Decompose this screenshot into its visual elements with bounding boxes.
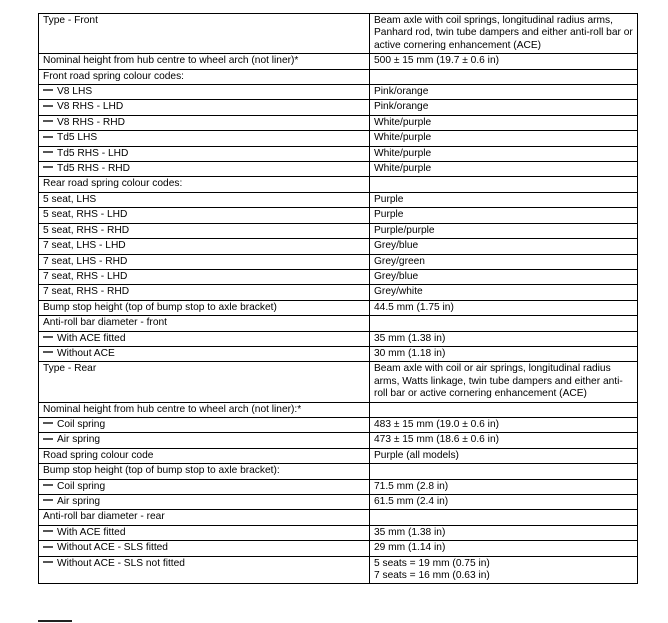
table-row [39,510,638,525]
table-row [39,433,638,448]
table-row [39,331,638,346]
parameter-cell [39,300,370,315]
parameter-label: With ACE fitted [57,526,126,538]
table-row [39,448,638,463]
table-row [39,479,638,494]
list-dash-icon [43,499,53,501]
parameter-cell [39,331,370,346]
table-row [39,541,638,556]
value-cell: Purple [370,192,638,207]
parameter-cell [39,115,370,130]
parameter-label: Bump stop height (top of bump stop to axle bracket): [43,465,280,477]
table-row [39,192,638,207]
table-row [39,162,638,177]
parameter-cell [39,556,370,584]
table-row [39,285,638,300]
list-dash-icon [43,151,53,153]
parameter-label: 5 seat, RHS - RHD [43,224,130,236]
value-cell: 30 mm (1.18 in) [370,346,638,361]
parameter-label: Coil spring [57,418,106,430]
table-row [39,146,638,161]
parameter-label: 7 seat, RHS - LHD [43,270,128,282]
parameter-cell [39,448,370,463]
table-row [39,239,638,254]
value-cell: 35 mm (1.38 in) [370,331,638,346]
parameter-label: Front road spring colour codes: [43,70,184,82]
parameter-label: Nominal height from hub centre to wheel arch (not liner)* [43,55,299,67]
value-cell: 500 ± 15 mm (19.7 ± 0.6 in) [370,54,638,69]
table-row [39,402,638,417]
table-row [39,316,638,331]
parameter-label: 7 seat, LHS - RHD [43,255,128,267]
parameter-cell [39,192,370,207]
parameter-label: Td5 RHS - RHD [57,163,131,175]
value-cell [370,316,638,331]
value-cell: Grey/blue [370,269,638,284]
parameter-cell [39,177,370,192]
list-dash-icon [43,336,53,338]
table-row [39,177,638,192]
parameter-label: Air spring [57,434,101,446]
parameter-cell [39,525,370,540]
value-cell: Pink/orange [370,100,638,115]
spec-table-body [39,14,638,584]
parameter-label: Type - Front [43,15,98,26]
value-cell: Purple (all models) [370,448,638,463]
list-dash-icon [43,351,53,353]
table-row [39,208,638,223]
parameter-label: Air spring [57,496,101,507]
parameter-label: Anti-roll bar diameter - rear [43,511,165,523]
parameter-label: Nominal height from hub centre to wheel arch (not liner):* [43,403,302,415]
parameter-label: Td5 RHS - LHD [57,147,129,159]
parameter-cell [39,269,370,284]
value-cell: 473 ± 15 mm (18.6 ± 0.6 in) [370,433,638,448]
parameter-label: V8 RHS - LHD [57,101,124,113]
parameter-cell [39,162,370,177]
table-row [39,417,638,432]
value-cell: Grey/blue [370,239,638,254]
list-dash-icon [43,438,53,440]
parameter-label: Anti-roll bar diameter - front [43,317,167,329]
parameter-label: Without ACE - SLS not fitted [57,557,185,569]
parameter-label: With ACE fitted [57,332,126,344]
parameter-cell [39,541,370,556]
value-cell: Grey/green [370,254,638,269]
parameter-label: Bump stop height (top of bump stop to axle bracket) [43,301,277,313]
page-footer-rule [38,620,72,622]
suspension-specification-table [38,13,638,584]
parameter-cell [39,54,370,69]
table-row [39,254,638,269]
parameter-cell [39,433,370,448]
parameter-cell [39,479,370,494]
parameter-cell [39,285,370,300]
parameter-label: 5 seat, RHS - LHD [43,209,128,221]
value-cell: 483 ± 15 mm (19.0 ± 0.6 in) [370,417,638,432]
list-dash-icon [43,166,53,168]
list-dash-icon [43,484,53,486]
parameter-cell [39,510,370,525]
parameter-cell [39,146,370,161]
value-cell: 5 seats = 19 mm (0.75 in) 7 seats = 16 mm (0.63 in) [370,556,638,584]
parameter-label: 5 seat, LHS [43,193,97,205]
table-row [39,525,638,540]
parameter-cell [39,239,370,254]
value-cell: White/purple [370,115,638,130]
parameter-label: 7 seat, RHS - RHD [43,286,130,298]
value-cell [370,402,638,417]
value-cell: Purple/purple [370,223,638,238]
value-cell: Beam axle with coil or air springs, longitudinal radius arms, Watts linkage, twin tube dampers and either anti-roll bar or active cornering enhancement (ACE) [370,362,638,402]
value-cell: 71.5 mm (2.8 in) [370,479,638,494]
table-row [39,223,638,238]
parameter-cell [39,402,370,417]
parameter-label: Td5 LHS [57,132,98,144]
list-dash-icon [43,561,53,563]
value-cell: 61.5 mm (2.4 in) [370,495,638,510]
table-row [39,54,638,69]
value-cell: Grey/white [370,285,638,300]
value-cell: White/purple [370,146,638,161]
value-cell: 29 mm (1.14 in) [370,541,638,556]
table-row [39,362,638,402]
parameter-label: Coil spring [57,480,106,492]
value-cell [370,69,638,84]
parameter-label: Type - Rear [43,363,97,375]
list-dash-icon [43,546,53,548]
parameter-cell [39,254,370,269]
list-dash-icon [43,136,53,138]
parameter-cell [39,316,370,331]
parameter-cell [39,69,370,84]
parameter-cell [39,208,370,223]
value-cell: 35 mm (1.38 in) [370,525,638,540]
parameter-label: Without ACE [57,347,115,359]
table-row [39,100,638,115]
list-dash-icon [43,120,53,122]
parameter-label: 7 seat, LHS - LHD [43,240,126,252]
list-dash-icon [43,89,53,91]
parameter-cell [39,223,370,238]
list-dash-icon [43,422,53,424]
value-cell: Pink/orange [370,85,638,100]
table-row [39,85,638,100]
list-dash-icon [43,105,53,107]
value-cell: Beam axle with coil springs, longitudinal radius arms, Panhard rod, twin tube dampers and either anti-roll bar or active cornering enhancement (ACE) [370,14,638,54]
value-cell: Purple [370,208,638,223]
table-row [39,556,638,584]
value-cell: White/purple [370,131,638,146]
value-cell: 44.5 mm (1.75 in) [370,300,638,315]
parameter-cell [39,131,370,146]
value-cell [370,464,638,479]
parameter-label: Rear road spring colour codes: [43,178,183,190]
parameter-cell [39,346,370,361]
value-cell: White/purple [370,162,638,177]
table-row [39,131,638,146]
parameter-cell [39,362,370,402]
table-row [39,300,638,315]
parameter-cell [39,100,370,115]
table-row [39,14,638,54]
parameter-cell [39,85,370,100]
parameter-cell [39,14,370,54]
value-cell [370,177,638,192]
parameter-label: V8 RHS - RHD [57,116,125,128]
table-row [39,495,638,510]
table-row [39,464,638,479]
parameter-cell [39,417,370,432]
parameter-cell [39,495,370,510]
value-cell [370,510,638,525]
parameter-label: V8 LHS [57,86,93,98]
list-dash-icon [43,530,53,532]
parameter-label: Road spring colour code [43,449,154,461]
parameter-label: Without ACE - SLS fitted [57,542,168,554]
table-row [39,346,638,361]
table-row [39,69,638,84]
parameter-cell [39,464,370,479]
table-row [39,269,638,284]
table-row [39,115,638,130]
